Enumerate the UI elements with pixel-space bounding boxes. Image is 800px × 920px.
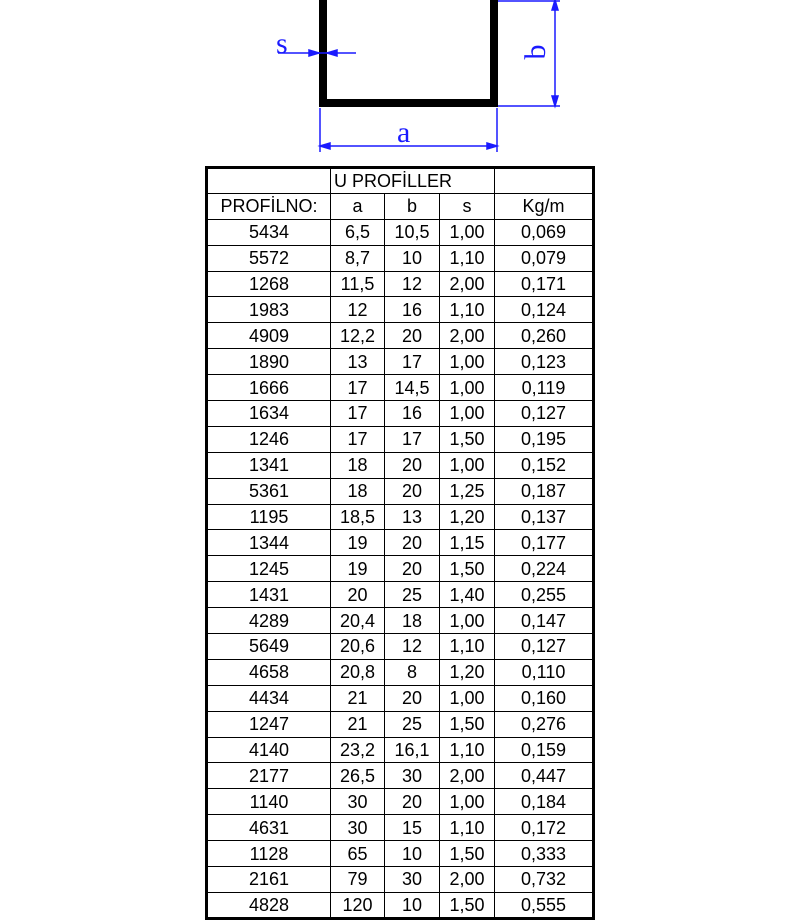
cell-kg-m: 0,159 xyxy=(495,737,594,763)
cell-kg-m: 0,177 xyxy=(495,530,594,556)
cell-a: 13 xyxy=(331,349,385,375)
table-row xyxy=(207,452,594,478)
cell-s: 1,40 xyxy=(440,582,495,608)
table-row xyxy=(207,608,594,634)
cell-a: 20,4 xyxy=(331,608,385,634)
table-row xyxy=(207,504,594,530)
table-row xyxy=(207,634,594,660)
cell-kg-m: 0,069 xyxy=(495,219,594,245)
cell-a: 20 xyxy=(331,582,385,608)
cell-b: 20 xyxy=(385,556,440,582)
cell-profile-no: 4140 xyxy=(207,737,331,763)
header-a: a xyxy=(331,193,385,219)
cell-profile-no: 4909 xyxy=(207,323,331,349)
cell-profile-no: 5434 xyxy=(207,219,331,245)
cell-s: 1,00 xyxy=(440,608,495,634)
dimension-label-s: s xyxy=(276,27,288,60)
cell-kg-m: 0,127 xyxy=(495,634,594,660)
dimension-label-b: b xyxy=(519,44,552,60)
cell-s: 1,00 xyxy=(440,452,495,478)
cell-profile-no: 5649 xyxy=(207,634,331,660)
cell-s: 2,00 xyxy=(440,763,495,789)
cell-kg-m: 0,123 xyxy=(495,349,594,375)
cell-a: 12,2 xyxy=(331,323,385,349)
cell-kg-m: 0,160 xyxy=(495,685,594,711)
cell-kg-m: 0,260 xyxy=(495,323,594,349)
cell-b: 10 xyxy=(385,892,440,918)
table-corner-cell xyxy=(495,168,594,194)
cell-s: 1,20 xyxy=(440,504,495,530)
cell-profile-no: 4658 xyxy=(207,659,331,685)
cell-a: 20,6 xyxy=(331,634,385,660)
cell-b: 10 xyxy=(385,841,440,867)
table-row xyxy=(207,401,594,427)
cell-b: 20 xyxy=(385,478,440,504)
cell-s: 1,50 xyxy=(440,711,495,737)
table-row xyxy=(207,530,594,556)
cell-kg-m: 0,195 xyxy=(495,426,594,452)
cell-a: 17 xyxy=(331,401,385,427)
table-row xyxy=(207,245,594,271)
cell-s: 1,00 xyxy=(440,349,495,375)
cell-s: 2,00 xyxy=(440,323,495,349)
cell-a: 26,5 xyxy=(331,763,385,789)
cell-a: 19 xyxy=(331,530,385,556)
cell-profile-no: 4631 xyxy=(207,815,331,841)
cell-s: 2,00 xyxy=(440,271,495,297)
cell-kg-m: 0,172 xyxy=(495,815,594,841)
cell-profile-no: 5572 xyxy=(207,245,331,271)
cell-a: 11,5 xyxy=(331,271,385,297)
table-row xyxy=(207,219,594,245)
cell-b: 15 xyxy=(385,815,440,841)
table-row xyxy=(207,892,594,918)
table-row xyxy=(207,685,594,711)
cell-a: 30 xyxy=(331,789,385,815)
cell-kg-m: 0,187 xyxy=(495,478,594,504)
u-profile-drawing xyxy=(0,0,800,166)
cell-a: 79 xyxy=(331,867,385,893)
table-title-row xyxy=(207,168,594,194)
table-row xyxy=(207,271,594,297)
cell-profile-no: 1666 xyxy=(207,375,331,401)
cell-s: 1,10 xyxy=(440,815,495,841)
cell-a: 6,5 xyxy=(331,219,385,245)
cell-profile-no: 1890 xyxy=(207,349,331,375)
cell-b: 16,1 xyxy=(385,737,440,763)
cell-profile-no: 1246 xyxy=(207,426,331,452)
cell-profile-no: 1245 xyxy=(207,556,331,582)
cell-b: 14,5 xyxy=(385,375,440,401)
table-row xyxy=(207,763,594,789)
table-header-row xyxy=(207,193,594,219)
u-profile-table xyxy=(205,166,595,920)
cell-b: 16 xyxy=(385,401,440,427)
cell-a: 120 xyxy=(331,892,385,918)
cell-kg-m: 0,124 xyxy=(495,297,594,323)
cell-kg-m: 0,152 xyxy=(495,452,594,478)
table-corner-cell xyxy=(207,168,331,194)
cell-kg-m: 0,119 xyxy=(495,375,594,401)
cell-a: 20,8 xyxy=(331,659,385,685)
cell-s: 1,00 xyxy=(440,401,495,427)
cell-b: 10 xyxy=(385,245,440,271)
cell-b: 17 xyxy=(385,349,440,375)
cell-profile-no: 2161 xyxy=(207,867,331,893)
cell-b: 12 xyxy=(385,634,440,660)
table-row xyxy=(207,297,594,323)
cell-a: 21 xyxy=(331,685,385,711)
cell-s: 2,00 xyxy=(440,867,495,893)
cell-b: 18 xyxy=(385,608,440,634)
cell-kg-m: 0,732 xyxy=(495,867,594,893)
cell-b: 13 xyxy=(385,504,440,530)
cell-b: 20 xyxy=(385,452,440,478)
cell-s: 1,50 xyxy=(440,892,495,918)
header-s: s xyxy=(440,193,495,219)
cell-b: 20 xyxy=(385,685,440,711)
cell-s: 1,15 xyxy=(440,530,495,556)
cell-a: 8,7 xyxy=(331,245,385,271)
cell-a: 17 xyxy=(331,426,385,452)
cell-s: 1,10 xyxy=(440,737,495,763)
cell-a: 19 xyxy=(331,556,385,582)
table-row xyxy=(207,582,594,608)
table-row xyxy=(207,815,594,841)
cell-profile-no: 4289 xyxy=(207,608,331,634)
cell-b: 17 xyxy=(385,426,440,452)
cell-a: 18 xyxy=(331,452,385,478)
cell-profile-no: 2177 xyxy=(207,763,331,789)
cell-s: 1,10 xyxy=(440,245,495,271)
header-kg-m: Kg/m xyxy=(495,193,594,219)
cell-b: 10,5 xyxy=(385,219,440,245)
cell-kg-m: 0,127 xyxy=(495,401,594,427)
cell-b: 8 xyxy=(385,659,440,685)
cell-b: 12 xyxy=(385,271,440,297)
cell-kg-m: 0,171 xyxy=(495,271,594,297)
cell-kg-m: 0,110 xyxy=(495,659,594,685)
cell-b: 25 xyxy=(385,711,440,737)
cell-b: 20 xyxy=(385,323,440,349)
table-row xyxy=(207,349,594,375)
table-title: U PROFİLLER xyxy=(331,168,495,194)
cell-profile-no: 1268 xyxy=(207,271,331,297)
cell-s: 1,50 xyxy=(440,426,495,452)
cell-b: 20 xyxy=(385,530,440,556)
cell-s: 1,00 xyxy=(440,789,495,815)
table-row xyxy=(207,375,594,401)
cell-kg-m: 0,276 xyxy=(495,711,594,737)
cell-s: 1,50 xyxy=(440,841,495,867)
cell-kg-m: 0,184 xyxy=(495,789,594,815)
cell-kg-m: 0,555 xyxy=(495,892,594,918)
table-row xyxy=(207,426,594,452)
cell-profile-no: 1128 xyxy=(207,841,331,867)
cell-kg-m: 0,079 xyxy=(495,245,594,271)
table-row xyxy=(207,556,594,582)
cell-kg-m: 0,137 xyxy=(495,504,594,530)
cell-s: 1,00 xyxy=(440,375,495,401)
cell-b: 16 xyxy=(385,297,440,323)
cell-profile-no: 1431 xyxy=(207,582,331,608)
cell-a: 21 xyxy=(331,711,385,737)
cell-b: 25 xyxy=(385,582,440,608)
table-row xyxy=(207,478,594,504)
header-b: b xyxy=(385,193,440,219)
cell-s: 1,10 xyxy=(440,297,495,323)
cell-a: 17 xyxy=(331,375,385,401)
cell-profile-no: 1195 xyxy=(207,504,331,530)
cell-s: 1,50 xyxy=(440,556,495,582)
table-row xyxy=(207,737,594,763)
table-row xyxy=(207,841,594,867)
cell-profile-no: 4828 xyxy=(207,892,331,918)
cell-profile-no: 1983 xyxy=(207,297,331,323)
cell-s: 1,00 xyxy=(440,219,495,245)
cell-profile-no: 1344 xyxy=(207,530,331,556)
cell-profile-no: 5361 xyxy=(207,478,331,504)
cell-a: 18 xyxy=(331,478,385,504)
table-row xyxy=(207,323,594,349)
table-body xyxy=(207,219,594,918)
cell-s: 1,20 xyxy=(440,659,495,685)
table-row xyxy=(207,867,594,893)
cell-profile-no: 4434 xyxy=(207,685,331,711)
cell-profile-no: 1247 xyxy=(207,711,331,737)
cell-b: 30 xyxy=(385,763,440,789)
cell-kg-m: 0,224 xyxy=(495,556,594,582)
cell-a: 23,2 xyxy=(331,737,385,763)
cell-kg-m: 0,447 xyxy=(495,763,594,789)
cell-s: 1,00 xyxy=(440,685,495,711)
cell-a: 12 xyxy=(331,297,385,323)
dimension-label-a: a xyxy=(397,116,411,149)
cell-profile-no: 1341 xyxy=(207,452,331,478)
cell-profile-no: 1634 xyxy=(207,401,331,427)
table-row xyxy=(207,711,594,737)
u-profile-shape xyxy=(323,0,494,103)
header-profile-no: PROFİLNO: xyxy=(207,193,331,219)
cell-s: 1,10 xyxy=(440,634,495,660)
cell-b: 30 xyxy=(385,867,440,893)
table-row xyxy=(207,789,594,815)
cell-a: 65 xyxy=(331,841,385,867)
cell-kg-m: 0,147 xyxy=(495,608,594,634)
cell-b: 20 xyxy=(385,789,440,815)
cell-a: 18,5 xyxy=(331,504,385,530)
cell-profile-no: 1140 xyxy=(207,789,331,815)
cell-kg-m: 0,255 xyxy=(495,582,594,608)
table-row xyxy=(207,659,594,685)
cell-s: 1,25 xyxy=(440,478,495,504)
cell-a: 30 xyxy=(331,815,385,841)
cell-kg-m: 0,333 xyxy=(495,841,594,867)
